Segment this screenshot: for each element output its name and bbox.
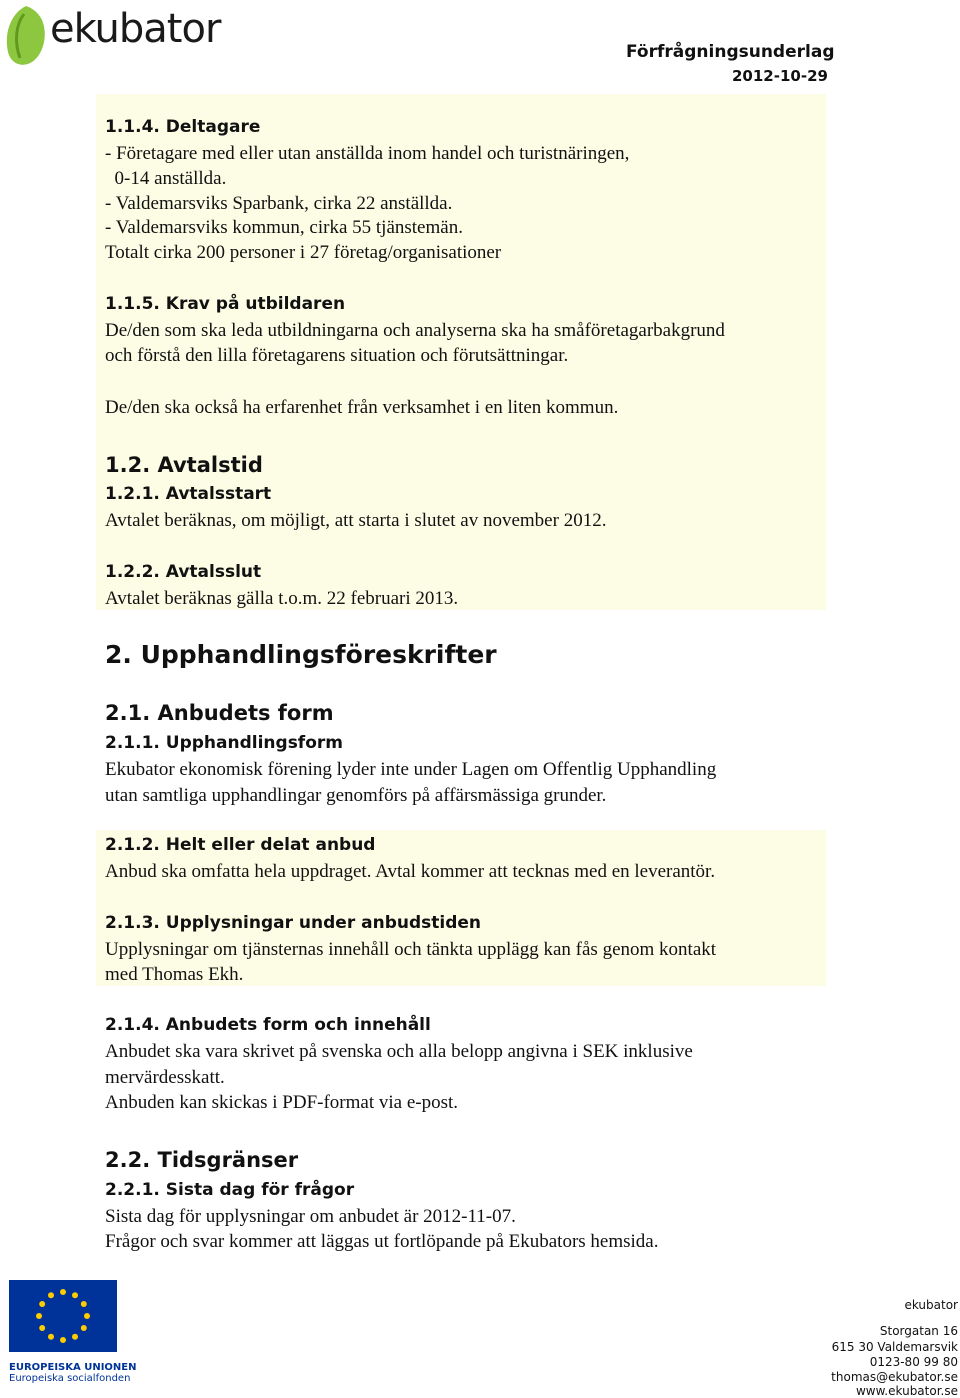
line: Frågor och svar kommer att läggas ut fortlöpande på Ekubators hemsida. bbox=[105, 1231, 659, 1252]
line: Anbud ska omfatta hela uppdraget. Avtal kommer att tecknas med en leverantör. bbox=[105, 861, 716, 882]
footer-address-1: Storgatan 16 bbox=[879, 1324, 958, 1338]
line: 0-14 anställda. bbox=[105, 168, 227, 189]
line: Avtalet beräknas gälla t.o.m. 22 februari 2013. bbox=[105, 588, 459, 609]
heading-tidsgranser: 2.2. Tidsgränser bbox=[105, 1148, 299, 1172]
footer-company: ekubator bbox=[904, 1298, 958, 1312]
eu-flag-icon bbox=[9, 1280, 117, 1352]
line: Anbuden kan skickas i PDF-format via e-post. bbox=[105, 1092, 459, 1113]
heading-upplysningar: 2.1.3. Upplysningar under anbudstiden bbox=[105, 913, 482, 933]
line: mervärdesskatt. bbox=[105, 1067, 225, 1088]
heading-anbudets-form: 2.1. Anbudets form bbox=[105, 701, 334, 725]
line: De/den ska också ha erfarenhet från verksamhet i en liten kommun. bbox=[105, 397, 619, 418]
footer-address-2: 615 30 Valdemarsvik bbox=[831, 1340, 958, 1354]
footer-email[interactable]: thomas@ekubator.se bbox=[831, 1370, 958, 1384]
line: - Valdemarsviks kommun, cirka 55 tjänstemän. bbox=[105, 217, 463, 238]
heading-helt-eller-delat: 2.1.2. Helt eller delat anbud bbox=[105, 835, 376, 855]
line: Totalt cirka 200 personer i 27 företag/organisationer bbox=[105, 242, 502, 263]
heading-sista-dag: 2.2.1. Sista dag för frågor bbox=[105, 1180, 355, 1200]
line: med Thomas Ekh. bbox=[105, 964, 244, 985]
line: Avtalet beräknas, om möjligt, att starta i slutet av november 2012. bbox=[105, 510, 607, 531]
document-date: 2012-10-29 bbox=[732, 67, 828, 85]
ekubator-leaf-logo-icon bbox=[2, 4, 50, 70]
eu-logo bbox=[9, 1280, 137, 1392]
footer-phone: 0123-80 99 80 bbox=[869, 1355, 958, 1369]
heading-upphandlingsforeskrifter: 2. Upphandlingsföreskrifter bbox=[105, 640, 497, 669]
heading-anbudets-form-innehall: 2.1.4. Anbudets form och innehåll bbox=[105, 1015, 431, 1035]
line: utan samtliga upphandlingar genomförs på affärsmässiga grunder. bbox=[105, 785, 607, 806]
line: Upplysningar om tjänsternas innehåll och tänkta upplägg kan fås genom kontakt bbox=[105, 939, 717, 960]
heading-upphandlingsform: 2.1.1. Upphandlingsform bbox=[105, 733, 343, 753]
heading-avtalsslut: 1.2.2. Avtalsslut bbox=[105, 562, 262, 582]
line: Ekubator ekonomisk förening lyder inte under Lagen om Offentlig Upphandling bbox=[105, 759, 717, 780]
heading-avtalstid: 1.2. Avtalstid bbox=[105, 453, 263, 477]
document-title: Förfrågningsunderlag bbox=[626, 42, 835, 62]
eu-line-1: EUROPEISKA UNIONEN bbox=[9, 1362, 137, 1373]
heading-avtalsstart: 1.2.1. Avtalsstart bbox=[105, 484, 272, 504]
line: Anbudet ska vara skrivet på svenska och alla belopp angivna i SEK inklusive bbox=[105, 1041, 693, 1062]
line: - Företagare med eller utan anställda inom handel och turistnäringen, bbox=[105, 143, 630, 164]
heading-deltagare: 1.1.4. Deltagare bbox=[105, 117, 261, 137]
line: och förstå den lilla företagarens situation och förutsättningar. bbox=[105, 345, 569, 366]
line: Sista dag för upplysningar om anbudet är 2012-11-07. bbox=[105, 1206, 516, 1227]
line: - Valdemarsviks Sparbank, cirka 22 anställda. bbox=[105, 193, 453, 214]
footer-web[interactable]: www.ekubator.se bbox=[855, 1384, 958, 1398]
eu-line-2: Europeiska socialfonden bbox=[9, 1373, 131, 1384]
line: De/den som ska leda utbildningarna och analyserna ska ha småföretagarbakgrund bbox=[105, 320, 725, 341]
logo-text: ekubator bbox=[50, 6, 221, 52]
heading-krav: 1.1.5. Krav på utbildaren bbox=[105, 294, 346, 314]
